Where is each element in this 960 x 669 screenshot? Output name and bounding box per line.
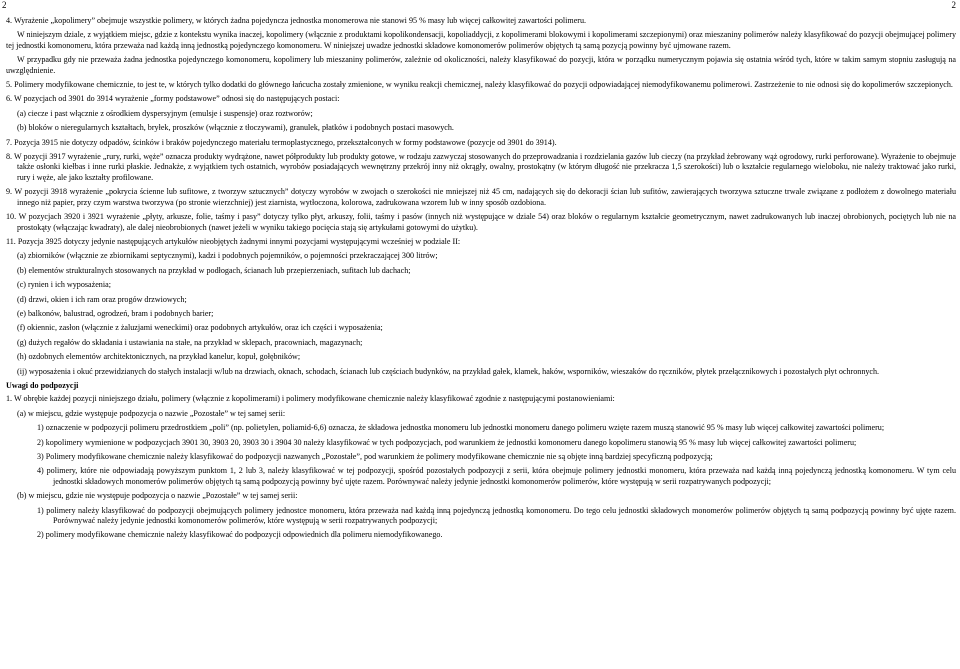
document-body [6, 16, 956, 545]
subheading-note-1: 1. W obrębie każdej pozycji niniejszego działu, polimery (włącznie z kopolimerami) i polimery modyfikowane chemicznie należy klasyfikować zgodnie z następującymi postanowieniami: [6, 394, 615, 404]
note-4: 4. Wyrażenie „kopolimery” obejmuje wszystkie polimery, w których żadna pojedyncza jednostka monomerowa nie stanowi 95 % masy lub więcej całkowitej zawartości polimeru. [6, 16, 587, 25]
note-11-c: (c) rynien i ich wyposażenia; [17, 280, 111, 290]
note-11: 11. Pozycja 3925 dotyczy jedynie następujących artykułów nieobjętych żadnymi innymi pozycjami występującymi wcześniej w podziale II: [6, 236, 461, 246]
subheading-note-1-b-2: 2) polimery modyfikowane chemicznie należy klasyfikować do podpozycji odpowiednich dla polimeru niemodyfikowanego. [37, 530, 443, 540]
note-6-b: (b) bloków o nieregularnych kształtach, bryłek, proszków (włącznie z tłoczywami), granulek, płatków i podobnych postaci masowych. [17, 123, 454, 133]
note-11-f: (f) okiennic, zasłon (włącznie z żaluzjami weneckimi) oraz podobnych artykułów, oraz ich części i wyposażenia; [17, 323, 383, 333]
subheading-note-1-a-2: 2) kopolimery wymienione w podpozycjach 3901 30, 3903 20, 3903 30 i 3904 30 należy klasyfikować w tych podpozycjach, pod warunkiem że jednostki komonomeru danego kopolimeru stanowią 95 % masy lub więcej całkowitej zawartości polimeru; [37, 437, 857, 447]
note-11-ij: (ij) wyposażenia i okuć przewidzianych do stałych instalacji w/lub na drzwiach, oknach, schodach, ścianach lub częściach budynków, na przykład gałek, klamek, haków, wsporników, wieszaków do ręczników, płytek przełącznikowych i pozostałych płyt ochronnych. [17, 366, 880, 376]
note-4-para-b: W przypadku gdy nie przeważa żadna jednostka pojedynczego komonomeru, kopolimery lub mieszaniny polimerów, zależnie od okoliczności, należy klasyfikować do pozycji, która w porządku numerycznym pojawia się ostatnia wśród tych, które w takim samym stopniu zasługują na uwzględnienie. [6, 55, 956, 75]
note-6-a: (a) ciecze i past włącznie z ośrodkiem dyspersyjnym (emulsje i suspensje) oraz roztworów; [17, 108, 313, 118]
subheading-notes-title: Uwagi do podpozycji [6, 380, 79, 390]
subheading-note-1-b-1: 1) polimery należy klasyfikować do podpozycji obejmujących polimery jednostce monomeru, która przeważa nad każdą inną pojedynczą jednostką komonomeru. Do tego celu jednostki składowych monomerów polimerów objętych tą samą podpozycją powinny być ujęte razem. Porównywać należy jedynie jednostki komonomerów polimerów, które występują w serii rozpatrywanych podpozycji; [37, 505, 956, 526]
note-11-g: (g) dużych regałów do składania i ustawiania na stałe, na przykład w sklepach, pracowniach, magazynach; [17, 337, 363, 347]
subheading-note-1-a-3: 3) Polimery modyfikowane chemicznie należy klasyfikować do podpozycji nazwanych „Pozostałe”, pod warunkiem że polimery modyfikowane chemicznie nie są objęte inną bardziej specyficzną podpozycją; [37, 452, 713, 461]
note-11-e: (e) balkonów, balustrad, ogrodzeń, bram i podobnych barier; [17, 308, 214, 318]
note-11-d: (d) drzwi, okien i ich ram oraz progów drzwiowych; [17, 294, 187, 304]
note-6: 6. W pozycjach od 3901 do 3914 wyrażenie „formy podstawowe” odnosi się do następujących postaci: [6, 94, 340, 104]
page-number-right: 2 [951, 0, 956, 10]
subheading-note-1-a: (a) w miejscu, gdzie występuje podpozycja o nazwie „Pozostałe” w tej samej serii: [17, 408, 286, 418]
note-9: 9. W pozycji 3918 wyrażenie „pokrycia ścienne lub sufitowe, z tworzyw sztucznych” dotyczy wyrobów w zwojach o szerokości nie mniejszej niż 45 cm, nadających się do dekoracji ścian lub sufitów, zawierających tworzywa sztuczne trwale związane z podłożem z dowolnego materiału innego niż papier, przy czym warstwa tworzywa (po stronie wierzchniej) jest ziarnista, wytłoczona, kolorowa, zadrukowana wzorem lub w inny sposób ozdobiona. [6, 187, 956, 207]
page-number-left: 2 [2, 0, 7, 10]
subheading-note-1-b: (b) w miejscu, gdzie nie występuje podpozycja o nazwie „Pozostałe” w tej samej serii: [17, 491, 298, 501]
note-11-h: (h) ozdobnych elementów architektonicznych, na przykład kanelur, kopuł, gołębników; [17, 352, 301, 362]
note-10: 10. W pozycjach 3920 i 3921 wyrażenie „płyty, arkusze, folie, taśmy i pasy” dotyczy tylko płyt, arkuszy, folii, taśmy i pasów (innych niż występujące w dziale 54) oraz bloków o regularnym kształcie geometrycznym, nawet zadrukowanych lub inaczej obrobionych, pociętych lub nie na prostokąty (włączając kwadraty), ale dalej nieobrobionych (nawet jeżeli w wyniku takiego pocięcia stają się artykułami gotowymi do użytku). [6, 212, 956, 232]
subheading-note-1-a-1: 1) oznaczenie w podpozycji polimeru przedrostkiem „poli” (np. polietylen, poliamid-6,6) oznacza, że składowa jednostka monomeru lub jednostki monomeru danego polimeru wzięte razem muszą stanowić 95 % masy lub więcej całkowitej zawartości polimeru; [37, 423, 885, 433]
note-11-b: (b) elementów strukturalnych stosowanych na przykład w podłogach, ścianach lub przepierzeniach, sufitach lub dachach; [17, 265, 411, 275]
subheading-note-1-a-4: 4) polimery, które nie odpowiadają powyższym punktom 1, 2 lub 3, należy klasyfikować w tej podpozycji, spośród pozostałych podpozycji z serii, która obejmuje polimery jednostki monomeru, która przeważa nad każdą inną pojedynczą jednostką komonomeru. W tym celu jednostki składowych monomerów polimerów objętych tą samą podpozycją powinny być ujęte razem. Porównywać należy jedynie jednostki komonomerów polimerów, które występują w serii rozpatrywanych podpozycji; [37, 466, 956, 486]
note-4-para-a: W niniejszym dziale, z wyjątkiem miejsc, gdzie z kontekstu wynika inaczej, kopolimery (włącznie z produktami kopolikondensacji, kopoliaddycji, z kopolimerami blokowymi i kopolimerami szczepionymi) oraz mieszaniny polimerów należy klasyfikować do pozycji obejmującej polimery tej jednostki komonomeru, która przeważa nad każdą inną jednostką pojedynczego komonomeru. W niniejszej uwadze jednostki składowe komonomerów polimerów objętych tą samą pozycją powinny być ujmowane razem. [6, 30, 956, 50]
note-11-a: (a) zbiorników (włącznie ze zbiornikami septycznymi), kadzi i podobnych pojemników, o pojemności przekraczającej 300 litrów; [17, 251, 438, 261]
note-7: 7. Pozycja 3915 nie dotyczy odpadów, ścinków i braków pojedynczego materiału termoplastycznego, przekształconych w formy podstawowe (pozycje od 3901 do 3914). [6, 137, 557, 147]
note-8: 8. W pozycji 3917 wyrażenie „rury, rurki, węże” oznacza produkty wydrążone, nawet półprodukty lub produkty gotowe, w rodzaju zazwyczaj stosowanych do przeprowadzania i rozdzielania gazów lub cieczy (na przykład żebrowany wąż ogrodowy, rurki perforowane). Wyrażenie to obejmuje także osłonki kiełbas i inne rurki płaskie. Jednakże, z wyjątkiem tych ostatnich, wyrobów posiadających wewnętrzny przekrój inny niż okrągły, owalny, prostokątny (w którym długość nie przekracza 1,5 szerokości) lub o kształcie regularnego wieloboku, nie należy traktować jako rurki, rury i węże, ale jako kształty profilowane. [6, 152, 956, 182]
note-5: 5. Polimery modyfikowane chemicznie, to jest te, w których tylko dodatki do głównego łańcucha zostały zmienione, w wyniku reakcji chemicznej, należy klasyfikować do pozycji odpowiadającej niemodyfikowanemu polimerowi. Zastrzeżenie to nie odnosi się do kopolimerów szczepionych. [6, 80, 953, 90]
